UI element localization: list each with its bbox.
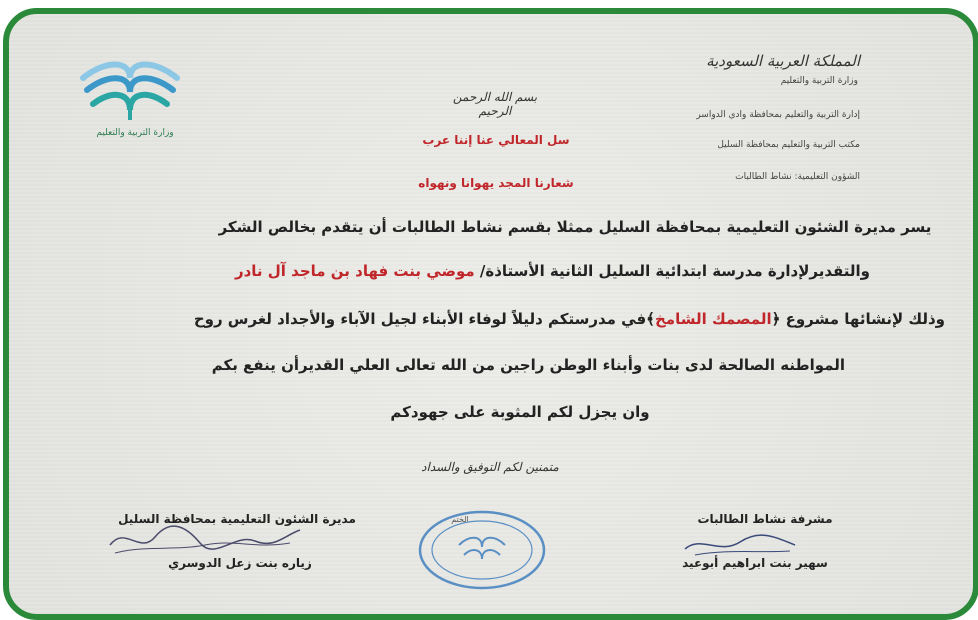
body-line-3-suffix: ﴾في مدرستكم دليلاً لوفاء الأبناء لجيل الآباء والأجداد لغرس روح (193, 310, 655, 328)
official-seal-icon (414, 505, 550, 591)
slogan-line-1: سل المعالي عنا إننا عرب (422, 133, 570, 147)
closing-wish: متمنين لكم التوفيق والسداد (421, 460, 559, 474)
honoree-name: موضي بنت فهاد بن ماجد آل نادر (234, 262, 475, 280)
right-signatory-name: سهير بنت ابراهيم أبوعيد (682, 556, 828, 570)
slogan-line-2: شعارنا المجد يهوانا ونهواه (418, 176, 574, 190)
seal-label: الختم (451, 515, 469, 524)
logo-caption: وزارة التربية والتعليم (96, 128, 174, 138)
ministry-heading: وزارة التربية والتعليم (780, 76, 858, 86)
body-line-4: المواطنه الصالحة لدى بنات وأبناء الوطن راجين من الله تعالى العلي القديرأن ينفع بكم (211, 356, 845, 374)
body-line-2-prefix: والتقديرلإدارة مدرسة ابتدائية السليل الثانية الأستاذة/ (474, 262, 871, 280)
left-signatory-title: مديرة الشئون التعليمية بمحافظة السليل (118, 512, 356, 526)
affairs-heading: الشؤون التعليمية: نشاط الطالبات (735, 172, 860, 182)
basmala: بسم الله الرحمن الرحيم (452, 90, 538, 118)
body-line-3 (195, 310, 945, 328)
body-line-3-prefix: وذلك لإنشائها مشروع ﴿ (771, 310, 945, 328)
administration-heading: إدارة التربية والتعليم بمحافظة وادي الدواسر (696, 110, 860, 120)
project-name: المصمك الشامخ (654, 310, 772, 328)
right-signatory-title: مشرفة نشاط الطالبات (697, 512, 833, 526)
kingdom-heading: المملكة العربية السعودية (706, 52, 860, 70)
body-line-1: يسر مديرة الشئون التعليمية بمحافظة السليل ممثلا بقسم نشاط الطالبات أن يتقدم بخالص الشكر (218, 218, 932, 236)
left-signature-scribble-icon (105, 515, 305, 560)
left-signatory-name: زياره بنت زعل الدوسري (168, 556, 312, 570)
office-heading: مكتب التربية والتعليم بمحافظة السليل (717, 140, 860, 150)
body-line-2 (205, 262, 900, 280)
body-line-5: وان يجزل لكم المثوبة على جهودكم (390, 403, 650, 421)
